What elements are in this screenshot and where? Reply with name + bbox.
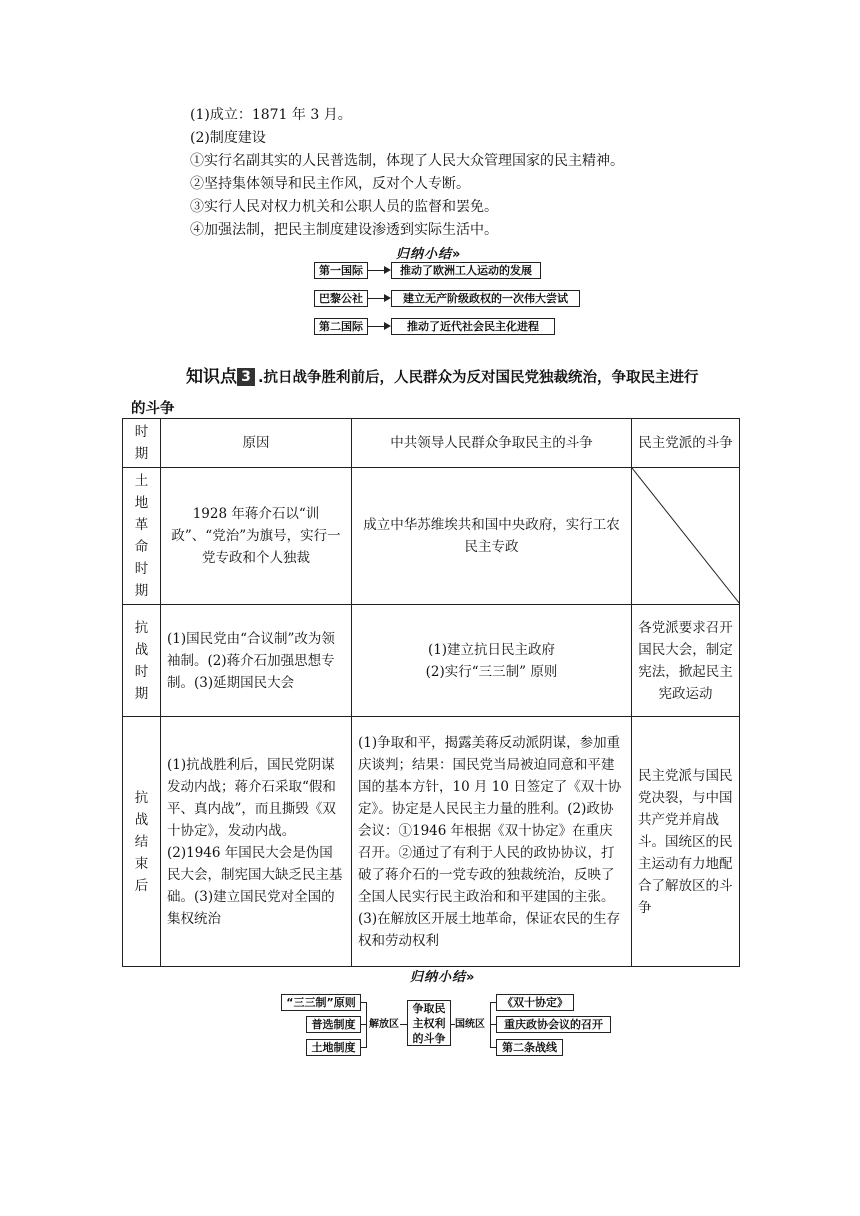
summary-right-box: 推动了近代社会民主化进程: [391, 318, 555, 335]
summary-title: [410, 966, 475, 985]
text-line: (2)制度建设: [190, 130, 266, 146]
parties-cell: 各党派要求召开国民大会，制定宪法，掀起民主宪政运动: [632, 605, 740, 717]
table-row: [123, 605, 740, 717]
summary-left-box: 巴黎公社: [314, 290, 368, 307]
arrow-line: [368, 326, 385, 327]
arrow-icon: [384, 322, 391, 330]
summary-title-text: 归纳小结: [410, 970, 467, 985]
chevron-icon: »: [466, 970, 476, 985]
left-item-box: 普选制度: [306, 1016, 361, 1033]
connector-line: [400, 1024, 407, 1025]
summary-left-box: 第二国际: [314, 318, 368, 335]
right-item-box: 《双十协定》: [496, 994, 574, 1011]
header-parties: 民主党派的斗争: [632, 419, 740, 468]
arrow-icon: [384, 294, 391, 302]
cause-cell: (1)抗战胜利后，国民党阴谋发动内战；蒋介石采取“假和平、真内战”，而且撕毁《双十协定》，发动内战。(2)1946 年国民大会是伪国民大会，制宪国大缺乏民主基础。(3)建立国民党对全国的集权统治: [161, 717, 352, 967]
center-box: 争取民主权利的斗争: [407, 1000, 451, 1046]
period-cell: 抗战结束后: [123, 717, 161, 967]
summary-title-text: 归纳小结: [396, 247, 453, 262]
text-line: ④加强法制，把民主制度建设渗透到实际生活中。: [190, 222, 498, 238]
summary-right-box: 推动了欧洲工人运动的发展: [391, 262, 541, 279]
chevron-icon: »: [452, 247, 462, 262]
parties-cell: 民主党派与国民党决裂，与中国共产党并肩战斗。国统区的民主运动有力地配合了解放区的斗争: [632, 717, 740, 967]
section-label: 知识点: [186, 367, 237, 387]
text-line: ①实行名副其实的人民普选制，体现了人民大众管理国家的民主精神。: [190, 153, 624, 169]
text-line: ③实行人民对权力机关和公职人员的监督和罢免。: [190, 199, 498, 215]
section-title-continued: 的斗争: [131, 401, 175, 417]
ccp-cell: 成立中华苏维埃共和国中央政府，实行工农民主专政: [352, 468, 632, 605]
arrow-icon: [384, 266, 391, 274]
header-cause: 原因: [161, 419, 352, 468]
table-row: [123, 468, 740, 605]
section-title: .抗日战争胜利前后，人民群众为反对国民党独裁统治，争取民主进行: [258, 370, 699, 386]
right-label: 国统区: [455, 1019, 485, 1030]
left-item-box: 土地制度: [306, 1039, 361, 1056]
ccp-line: (2)实行“三三制” 原则: [425, 663, 558, 680]
summary-left-box: 第一国际: [314, 262, 368, 279]
header-ccp: 中共领导人民群众争取民主的斗争: [352, 419, 632, 468]
left-label: 解放区: [369, 1019, 399, 1030]
struggle-table: [122, 418, 740, 967]
empty-diagonal-cell: [632, 468, 740, 605]
ccp-cell: (1)争取和平，揭露美蒋反动派阴谋，参加重庆谈判；结果：国民党当局被迫同意和平建国的基本方针，10 月 10 日签定了《双十协定》。协定是人民民主力量的胜利。(2)政协会议：①1946 年根据《双十协定》在重庆召开。②通过了有利于人民的政协协议，打破了蒋介石的一党专政的独裁统治，反映了全国人民实行民主政治和和平建国的主张。(3)在解放区开展土地革命，保证农民的生存权和劳动权利: [352, 717, 632, 967]
period-cell: 土地革命时期: [123, 468, 161, 605]
text-line: (1)成立：1871 年 3 月。: [190, 107, 352, 123]
ccp-cell: [352, 605, 632, 717]
cause-cell: (1)国民党由“合议制”改为领袖制。(2)蒋介石加强思想专制。(3)延期国民大会: [161, 605, 352, 717]
summary-right-box: 建立无产阶级政权的一次伟大尝试: [391, 290, 580, 307]
table-header-row: [123, 419, 740, 468]
section-number: 3: [237, 368, 255, 386]
diagonal-line: [632, 468, 740, 604]
ccp-line: (1)建立抗日民主政府: [427, 641, 556, 658]
left-item-box: “三三制”原则: [281, 994, 361, 1011]
text-line: ②坚持集体领导和民主作风，反对个人专断。: [190, 176, 470, 192]
right-item-box: 第二条战线: [496, 1039, 563, 1056]
cause-cell: 1928 年蒋介石以“训政”、“党治”为旗号，实行一党专政和个人独裁: [161, 468, 352, 605]
bracket-vertical: [490, 1002, 491, 1048]
header-period: 时期: [123, 419, 161, 468]
arrow-line: [368, 270, 385, 271]
bracket-vertical: [366, 1002, 367, 1048]
right-item-box: 重庆政协会议的召开: [496, 1016, 611, 1033]
period-cell: 抗战时期: [123, 605, 161, 717]
summary-title: [396, 243, 461, 262]
arrow-line: [368, 298, 385, 299]
section-heading: [186, 362, 699, 387]
table-row: [123, 717, 740, 967]
